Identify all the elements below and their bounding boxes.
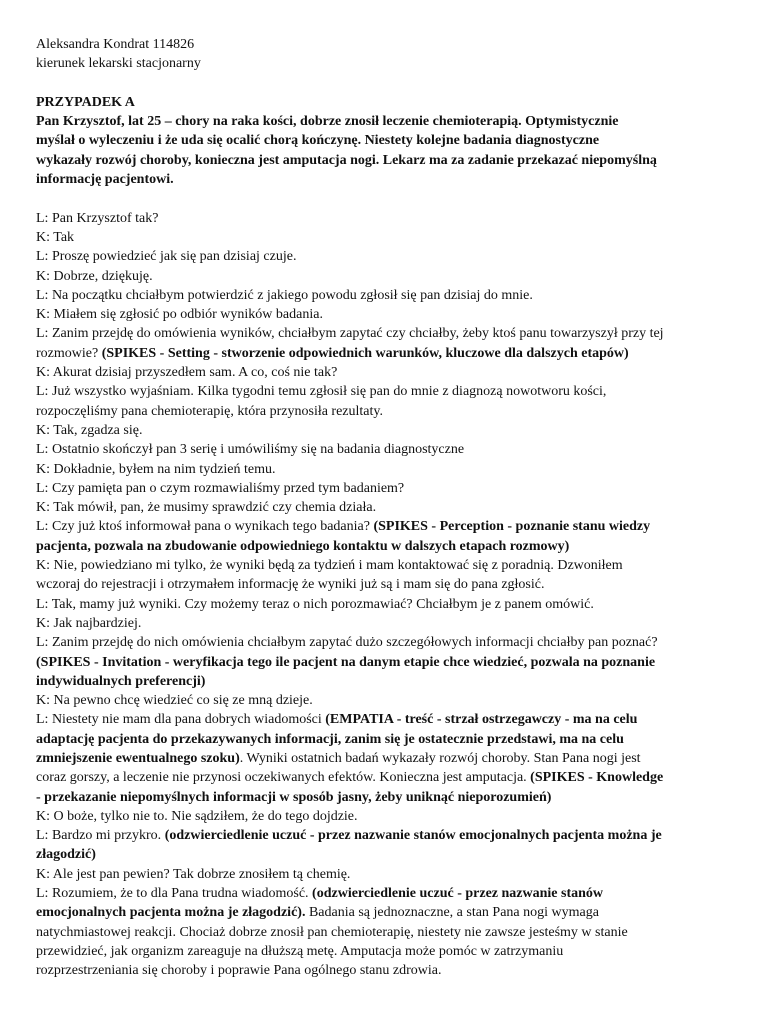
dialogue-line (36, 209, 736, 228)
dialogue-line (36, 672, 736, 691)
annotation-text: (EMPATIA - treść - strzał ostrzegawczy - ma na celu (325, 712, 638, 728)
dialogue-text: L: Zanim przejdę do omówienia wyników, chciałbym zapytać czy chciałby, żeby ktoś panu towarzyszył przy tej (36, 326, 664, 342)
case-description (36, 93, 736, 189)
dialogue-line (36, 865, 736, 884)
spacer (36, 189, 736, 208)
dialogue-line (36, 730, 736, 749)
annotation-text: pacjenta, pozwala na zbudowanie odpowiedniego kontaktu w dalszych etapach rozmowy) (36, 538, 570, 554)
dialogue-text: rozmowie? (36, 345, 102, 361)
dialogue-text: L: Zanim przejdę do nich omówienia chciałbym zapytać dużo szczegółowych informacji chciałby pan poznać? (36, 635, 658, 651)
document-header (36, 35, 736, 74)
dialogue-text: rozpoczęliśmy pana chemioterapię, która przynosiła rezultaty. (36, 403, 383, 419)
dialogue-text: L: Bardzo mi przykro. (36, 828, 165, 844)
dialogue-text: K: Na pewno chcę wiedzieć co się ze mną dzieje. (36, 693, 313, 709)
dialogue-text: K: Dobrze, dziękuję. (36, 268, 153, 284)
dialogue-line (36, 961, 736, 980)
dialogue-line (36, 614, 736, 633)
dialogue-text: natychmiastowej reakcji. Chociaż dobrze znosił pan chemioterapię, niestety nie zawsze jesteśmy w stanie (36, 924, 628, 940)
dialogue-text: L: Tak, mamy już wyniki. Czy możemy teraz o nich porozmawiać? Chciałbym je z panem omówić. (36, 596, 594, 612)
dialogue-text: K: Nie, powiedziano mi tylko, że wyniki będą za tydzień i mam kontaktować się z poradnią. Dzwoniłem (36, 558, 623, 574)
annotation-text: emocjonalnych pacjenta można je złagodzić). (36, 905, 306, 921)
dialogue-line (36, 903, 736, 922)
dialogue-text: K: Ale jest pan pewien? Tak dobrze znosiłem tą chemię. (36, 866, 351, 882)
case-intro-line: wykazały rozwój choroby, konieczna jest amputacja nogi. Lekarz ma za zadanie przekazać niepomyślną (36, 152, 657, 168)
dialogue-text: L: Na początku chciałbym potwierdzić z jakiego powodu zgłosił się pan dzisiaj do mnie. (36, 287, 533, 303)
case-intro-line: Pan Krzysztof, lat 25 – chory na raka kości, dobrze znosił leczenie chemioterapią. Optymistycznie (36, 114, 619, 130)
dialogue-line (36, 710, 736, 729)
dialogue-line (36, 749, 736, 768)
annotation-text: (SPIKES - Invitation - weryfikacja tego ile pacjent na danym etapie chce wiedzieć, pozwala na poznanie (36, 654, 656, 670)
dialogue-text: K: Dokładnie, byłem na nim tydzień temu. (36, 461, 276, 477)
annotation-text: adaptację pacjenta do przekazywanych informacji, zanim się je ostatecznie przedstawi, ma na celu (36, 731, 624, 747)
dialogue-text: K: Jak najbardziej. (36, 615, 142, 631)
dialogue-text: L: Czy pamięta pan o czym rozmawialiśmy przed tym badaniem? (36, 480, 405, 496)
dialogue-line (36, 691, 736, 710)
dialogue-line (36, 826, 736, 845)
dialogue-text: L: Ostatnio skończył pan 3 serię i umówiliśmy się na badania diagnostyczne (36, 442, 465, 458)
dialogue-line (36, 517, 736, 536)
dialogue-line (36, 344, 736, 363)
annotation-text: (SPIKES - Setting - stworzenie odpowiednich warunków, kluczowe dla dalszych etapów) (101, 345, 629, 361)
dialogue-line (36, 305, 736, 324)
dialogue-line (36, 324, 736, 343)
dialogue-line (36, 421, 736, 440)
dialogue-line (36, 228, 736, 247)
dialogue-text: L: Pan Krzysztof tak? (36, 210, 159, 226)
dialogue-line (36, 942, 736, 961)
dialogue-text: K: O boże, tylko nie to. Nie sądziłem, że do tego dojdzie. (36, 808, 358, 824)
dialogue-line (36, 845, 736, 864)
dialogue-line (36, 653, 736, 672)
dialogue-text: K: Tak (36, 229, 75, 245)
author-line: Aleksandra Kondrat 114826 (36, 37, 195, 52)
dialogue-line (36, 382, 736, 401)
dialogue-line (36, 537, 736, 556)
dialogue-transcript (36, 209, 736, 981)
dialogue-text: coraz gorszy, a leczenie nie przynosi oczekiwanych efektów. Konieczna jest amputacja. (36, 770, 531, 786)
dialogue-text: L: Niestety nie mam dla pana dobrych wiadomości (36, 712, 326, 728)
dialogue-line (36, 479, 736, 498)
dialogue-text: L: Już wszystko wyjaśniam. Kilka tygodni temu zgłosił się pan do mnie z diagnozą nowotworu kości, (36, 384, 607, 400)
annotation-text: indywidualnych preferencji) (36, 673, 206, 689)
dialogue-text: K: Tak, zgadza się. (36, 422, 143, 438)
annotation-text: (odzwierciedlenie uczuć - przez nazwanie stanów emocjonalnych pacjenta można je (164, 828, 662, 844)
dialogue-text: L: Proszę powiedzieć jak się pan dzisiaj czuje. (36, 249, 297, 265)
spacer (36, 74, 736, 93)
dialogue-text: L: Czy już ktoś informował pana o wynikach tego badania? (36, 519, 374, 535)
annotation-text: - przekazanie niepomyślnych informacji w sposób jasny, żeby uniknąć nieporozumień) (36, 789, 552, 805)
annotation-text: (SPIKES - Knowledge (530, 770, 664, 786)
dialogue-line (36, 267, 736, 286)
dialogue-line (36, 556, 736, 575)
dialogue-text: . Wyniki ostatnich badań wykazały rozwój choroby. Stan Pana nogi jest (239, 750, 641, 766)
annotation-text: złagodzić) (36, 847, 96, 863)
dialogue-line (36, 807, 736, 826)
program-line: kierunek lekarski stacjonarny (36, 56, 201, 72)
case-intro-line: myślał o wyleczeniu i że uda się ocalić chorą kończynę. Niestety kolejne badania diagnostyczne (36, 133, 600, 149)
dialogue-line (36, 440, 736, 459)
dialogue-line (36, 884, 736, 903)
dialogue-line (36, 402, 736, 421)
dialogue-line (36, 923, 736, 942)
annotation-text: zmniejszenie ewentualnego szoku) (36, 750, 240, 766)
annotation-text: (odzwierciedlenie uczuć - przez nazwanie stanów (312, 886, 604, 902)
dialogue-text: wczoraj do rejestracji i otrzymałem informację że wyniki już są i mam się do pana zgłosić. (36, 577, 545, 593)
dialogue-text: rozprzestrzeniania się choroby i poprawie Pana ogólnego stanu zdrowia. (36, 963, 442, 979)
case-title: PRZYPADEK A (36, 94, 135, 110)
dialogue-line (36, 595, 736, 614)
dialogue-text: przewidzieć, jak organizm zareaguje na dłuższą metę. Amputacja może pomóc w zatrzymaniu (36, 943, 564, 959)
dialogue-line (36, 460, 736, 479)
dialogue-text: K: Akurat dzisiaj przyszedłem sam. A co, coś nie tak? (36, 365, 338, 381)
document-page (36, 35, 736, 981)
dialogue-line (36, 247, 736, 266)
annotation-text: (SPIKES - Perception - poznanie stanu wiedzy (373, 519, 651, 535)
dialogue-line (36, 768, 736, 787)
dialogue-text: Badania są jednoznaczne, a stan Pana nogi wymaga (305, 905, 599, 921)
dialogue-line (36, 498, 736, 517)
dialogue-text: L: Rozumiem, że to dla Pana trudna wiadomość. (36, 886, 313, 902)
dialogue-text: K: Miałem się zgłosić po odbiór wyników badania. (36, 307, 323, 323)
dialogue-line (36, 363, 736, 382)
dialogue-line (36, 788, 736, 807)
dialogue-text: K: Tak mówił, pan, że musimy sprawdzić czy chemia działa. (36, 500, 377, 516)
dialogue-line (36, 633, 736, 652)
case-intro-line: informację pacjentowi. (36, 172, 174, 188)
dialogue-line (36, 575, 736, 594)
dialogue-line (36, 286, 736, 305)
